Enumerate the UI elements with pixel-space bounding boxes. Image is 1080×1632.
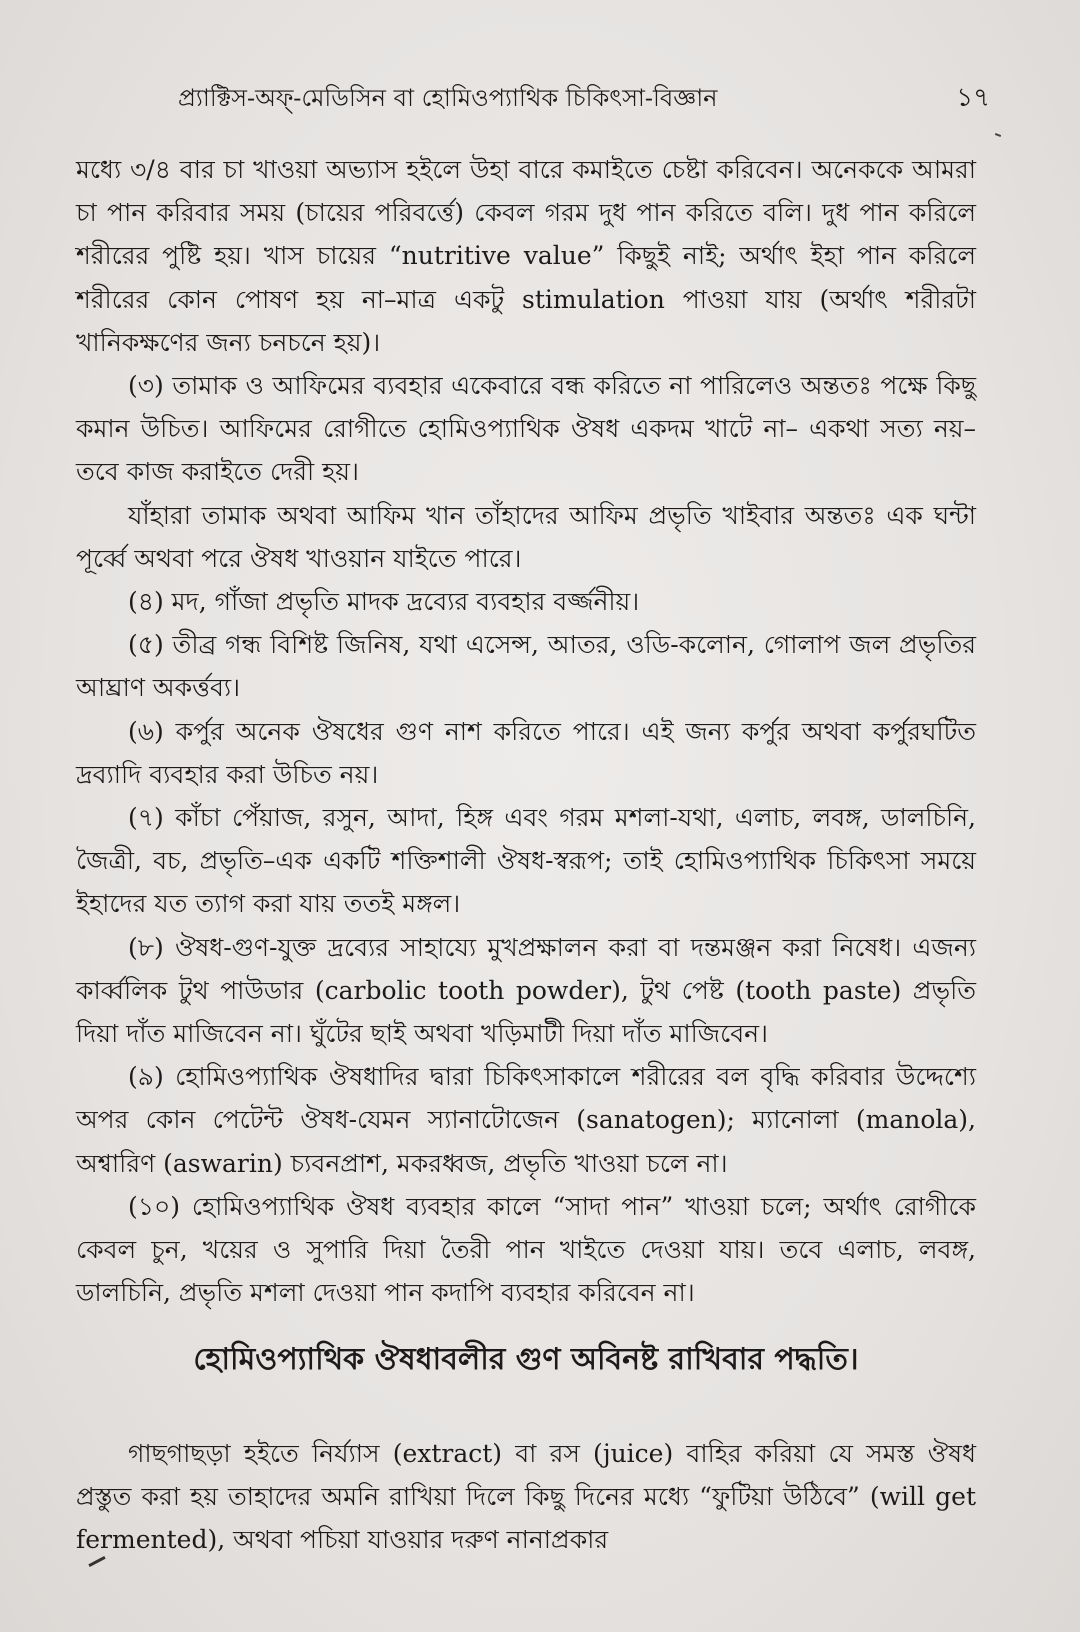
paragraph-item-8: (৮) ঔষধ-গুণ-যুক্ত দ্রব্যের সাহায্যে মুখপ্রক্ষালন করা বা দন্তমঞ্জন করা নিষেধ। এজন্য কার্ব্বলিক টুথ পাউডার (carbolic tooth powder), টুথ পেষ্ট (tooth paste) প্রভৃতি দিয়া দাঁত মাজিবেন না। ঘুঁটের ছাই অথবা খড়িমাটী দিয়া দাঁত মাজিবেন। — [76, 932, 976, 1049]
running-head — [0, 78, 1080, 118]
paragraph-tobacco-note: যাঁহারা তামাক অথবা আফিম খান তাঁহাদের আফিম প্রভৃতি খাইবার অন্ততঃ এক ঘন্টা পূর্ব্বে অথবা পরে ঔষধ খাওয়ান যাইতে পারে। — [76, 500, 976, 573]
paragraph-item-5: (৫) তীব্র গন্ধ বিশিষ্ট জিনিষ, যথা এসেন্স, আতর, ওডি-কলোন, গোলাপ জল প্রভৃতির আঘ্রাণ অকর্ত্তব্য। — [76, 630, 976, 703]
body-text — [76, 148, 976, 1314]
paragraph-continuation: মধ্যে ৩/৪ বার চা খাওয়া অভ্যাস হইলে উহা বারে কমাইতে চেষ্টা করিবেন। অনেককে আমরা চা পান করিবার সময় (চায়ের পরিবর্ত্তে) কেবল গরম দুধ পান করিতে বলি। দুধ পান করিলে শরীরের পুষ্টি হয়। খাস চায়ের “nutritive value” কিছুই নাই; অর্থাৎ ইহা পান করিলে শরীরের কোন পোষণ হয় না–মাত্র একটু stimulation পাওয়া যায় (অর্থাৎ শরীরটা খানিকক্ষণের জন্য চনচনে হয়)। — [76, 155, 976, 357]
paragraph-item-3: (৩) তামাক ও আফিমের ব্যবহার একেবারে বন্ধ করিতে না পারিলেও অন্ততঃ পক্ষে কিছু কমান উচিত। আফিমের রোগীতে হোমিওপ্যাথিক ঔষধ একদম খাটে না– একথা সত্য নয়– তবে কাজ করাইতে দেরী হয়। — [76, 371, 976, 487]
paragraph-item-6: (৬) কর্পুর অনেক ঔষধের গুণ নাশ করিতে পারে। এই জন্য কর্পুর অথবা কর্পুরঘটিত দ্রব্যাদি ব্যবহার করা উচিত নয়। — [76, 716, 976, 789]
paragraph-item-9: (৯) হোমিওপ্যাথিক ঔষধাদির দ্বারা চিকিৎসাকালে শরীরের বল বৃদ্ধি করিবার উদ্দেশ্যে অপর কোন পেটেন্ট ঔষধ-যেমন স্যানাটোজেন (sanatogen); ম্যানোলা (manola), অশ্বারিণ (aswarin) চ্যবনপ্রাশ, মকরধ্বজ, প্রভৃতি খাওয়া চলে না। — [76, 1062, 976, 1178]
page-number: ১৭ — [956, 83, 990, 113]
paragraph-item-7: (৭) কাঁচা পেঁয়াজ, রসুন, আদা, হিঙ্গ এবং গরম মশলা-যথা, এলাচ, লবঙ্গ, ডালচিনি, জৈত্রী, বচ, প্রভৃতি–এক একটি শক্তিশালী ঔষধ-স্বরূপ; তাই হোমিওপ্যাথিক চিকিৎসা সময়ে ইহাদের যত ত্যাগ করা যায় ততই মঙ্গল। — [76, 803, 976, 919]
paragraph-extract-intro: গাছগাছড়া হইতে নির্য্যাস (extract) বা রস (juice) বাহির করিয়া যে সমস্ত ঔষধ প্রস্তুত করা হয় তাহাদের অমনি রাখিয়া দিলে কিছু দিনের মধ্যে “ফুটিয়া উঠিবে” (will get fermented), অথবা পচিয়া যাওয়ার দরুণ নানাপ্রকার — [76, 1439, 976, 1555]
closing-text — [76, 1432, 976, 1562]
paragraph-item-10: (১০) হোমিওপ্যাথিক ঔষধ ব্যবহার কালে “সাদা পান” খাওয়া চলে; অর্থাৎ রোগীকে কেবল চুন, খয়ের ও সুপারি দিয়া তৈরী পান খাইতে দেওয়া যায়। তবে এলাচ, লবঙ্গ, ডালচিনি, প্রভৃতি মশলা দেওয়া পান কদাপি ব্যবহার করিবেন না। — [76, 1191, 976, 1308]
section-heading: হোমিওপ্যাথিক ঔষধাবলীর গুণ অবিনষ্ট রাখিবার পদ্ধতি। — [193, 1342, 859, 1377]
running-head-title: প্র্যাক্টিস-অফ্-মেডিসিন বা হোমিওপ্যাথিক চিকিৎসা-বিজ্ঞান — [178, 84, 718, 112]
paragraph-item-4: (৪) মদ, গাঁজা প্রভৃতি মাদক দ্রব্যের ব্যবহার বর্জ্জনীয়। — [128, 587, 640, 617]
ink-speck — [995, 133, 1001, 137]
